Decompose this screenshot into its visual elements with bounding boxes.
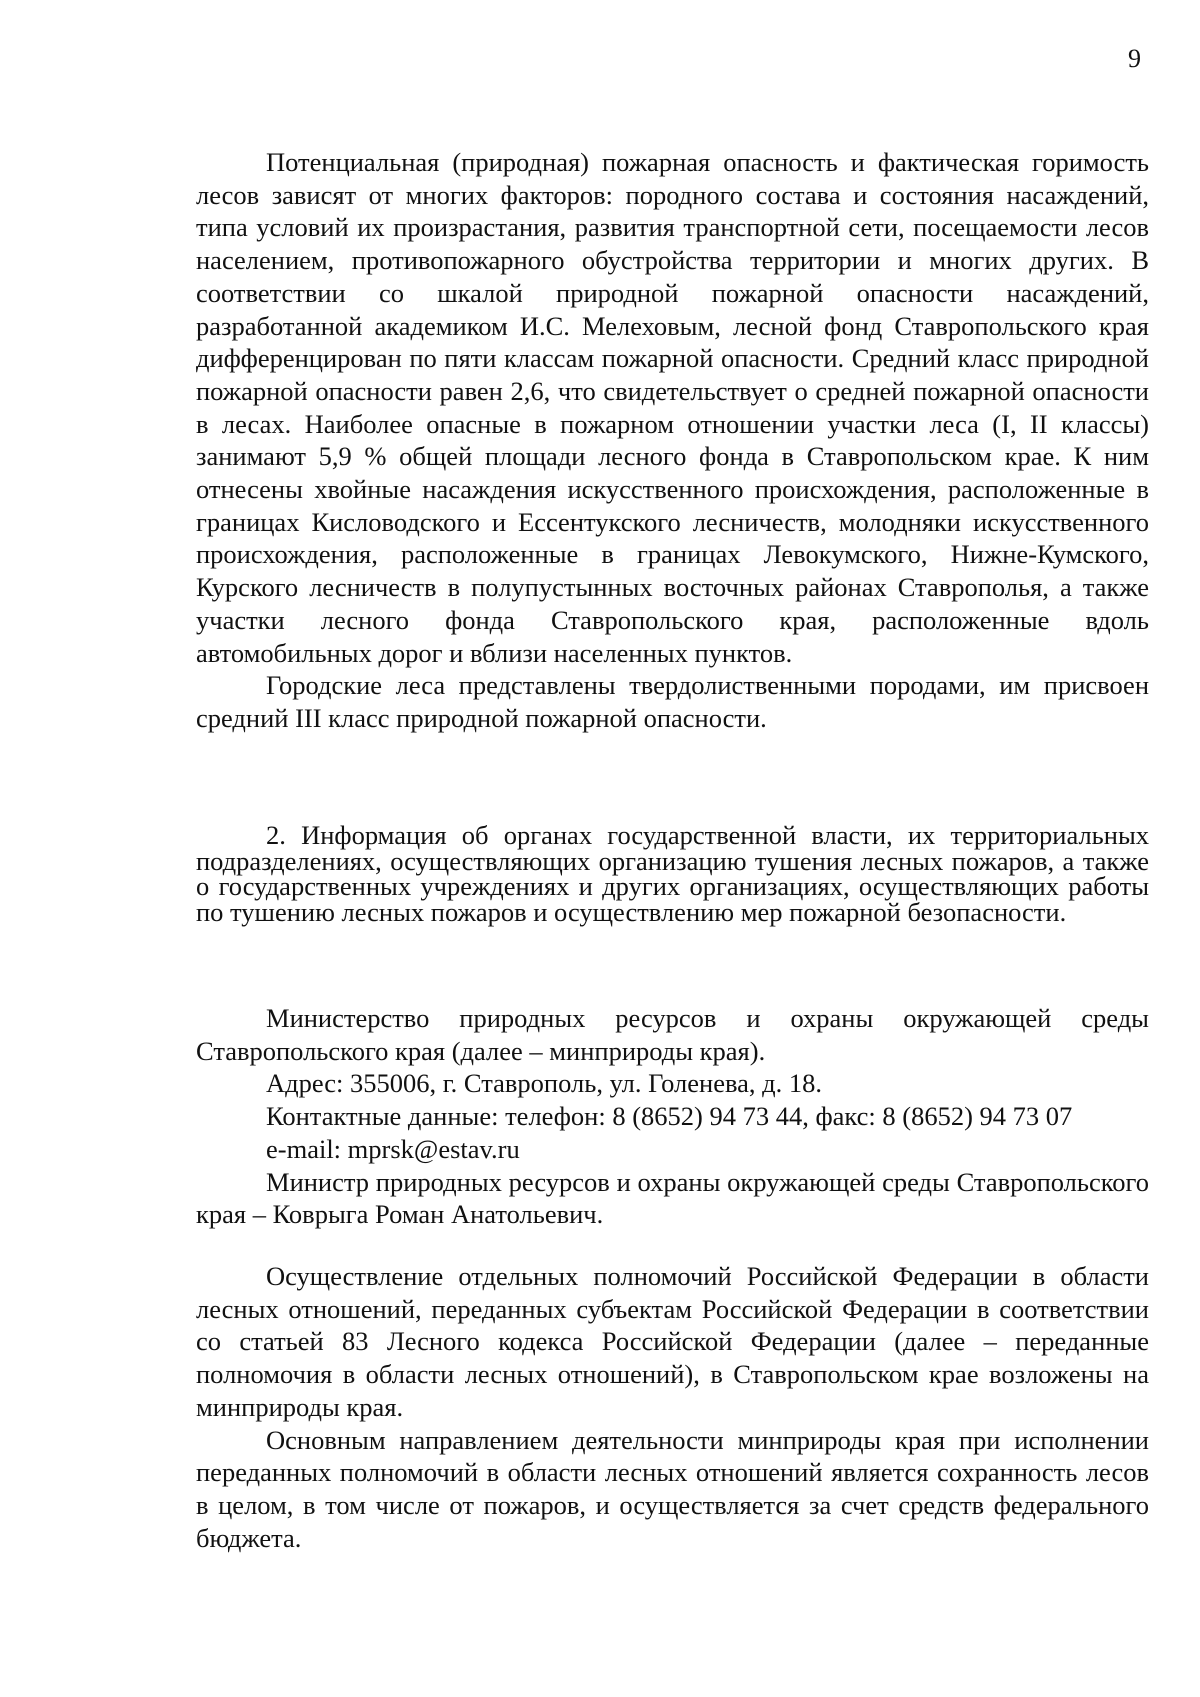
- fire-danger-section: [196, 146, 1149, 735]
- section-heading: 2. Информация об органах государственной власти, их территориальных подразделениях, осуществляющих организацию тушения лесных пожаров, а также о государственных учреждениях и других организациях, осуществляющих работы по тушению лесных пожаров и осуществлению мер пожарной безопасности.: [196, 820, 1149, 927]
- paragraph-city-forests: Городские леса представлены твердолиственными породами, им присвоен средний III класс природной пожарной опасности.: [196, 670, 1149, 733]
- paragraph-main-direction: Основным направлением деятельности минприроды края при исполнении переданных полномочий в области лесных отношений является сохранность лесов в целом, в том числе от пожаров, и осуществляется за счет средств федерального бюджета.: [196, 1424, 1149, 1553]
- ministry-info: [196, 1002, 1149, 1231]
- page-number: 9: [1128, 44, 1141, 73]
- ministry-name: Министерство природных ресурсов и охраны окружающей среды Ставропольского края (далее – минприроды края).: [196, 1003, 1149, 1066]
- ministry-email: e-mail: mprsk@estav.ru: [266, 1133, 520, 1164]
- ministry-address: Адрес: 355006, г. Ставрополь, ул. Голенева, д. 18.: [266, 1068, 822, 1099]
- powers-section: [196, 1260, 1149, 1554]
- paragraph-fire-danger: Потенциальная (природная) пожарная опасность и фактическая горимость лесов зависят от многих факторов: породного состава и состояния насаждений, типа условий их произрастания, развития транспортной сети, посещаемости лесов населением, противопожарного обустройства территории и многих других. В соответствии со шкалой природной пожарной опасности насаждений, разработанной академиком И.С. Мелеховым, лесной фонд Ставропольского края дифференцирован по пяти классам пожарной опасности. Средний класс природной пожарной опасности равен 2,6, что свидетельствует о средней пожарной опасности в лесах. Наиболее опасные в пожарном отношении участки леса (I, II классы) занимают 5,9 % общей площади лесного фонда в Ставропольском крае. К ним отнесены хвойные насаждения искусственного происхождения, расположенные в границах Кисловодского и Ессентукского лесничеств, молодняки искусственного происхождения, расположенные в границах Левокумского, Нижне-Кумского, Курского лесничеств в полупустынных восточных районах Ставрополья, а также участки лесного фонда Ставропольского края, расположенные вдоль автомобильных дорог и вблизи населенных пунктов.: [196, 147, 1149, 668]
- ministry-contacts: Контактные данные: телефон: 8 (8652) 94 73 44, факс: 8 (8652) 94 73 07: [266, 1101, 1073, 1132]
- ministry-minister: Министр природных ресурсов и охраны окружающей среды Ставропольского края – Коврыга Роман Анатольевич.: [196, 1166, 1149, 1230]
- section-2: [196, 820, 1149, 927]
- paragraph-powers: Осуществление отдельных полномочий Российской Федерации в области лесных отношений, переданных субъектам Российской Федерации в соответствии со статьей 83 Лесного кодекса Российской Федерации (далее – переданные полномочия в области лесных отношений), в Ставропольском крае возложены на минприроды края.: [196, 1261, 1149, 1422]
